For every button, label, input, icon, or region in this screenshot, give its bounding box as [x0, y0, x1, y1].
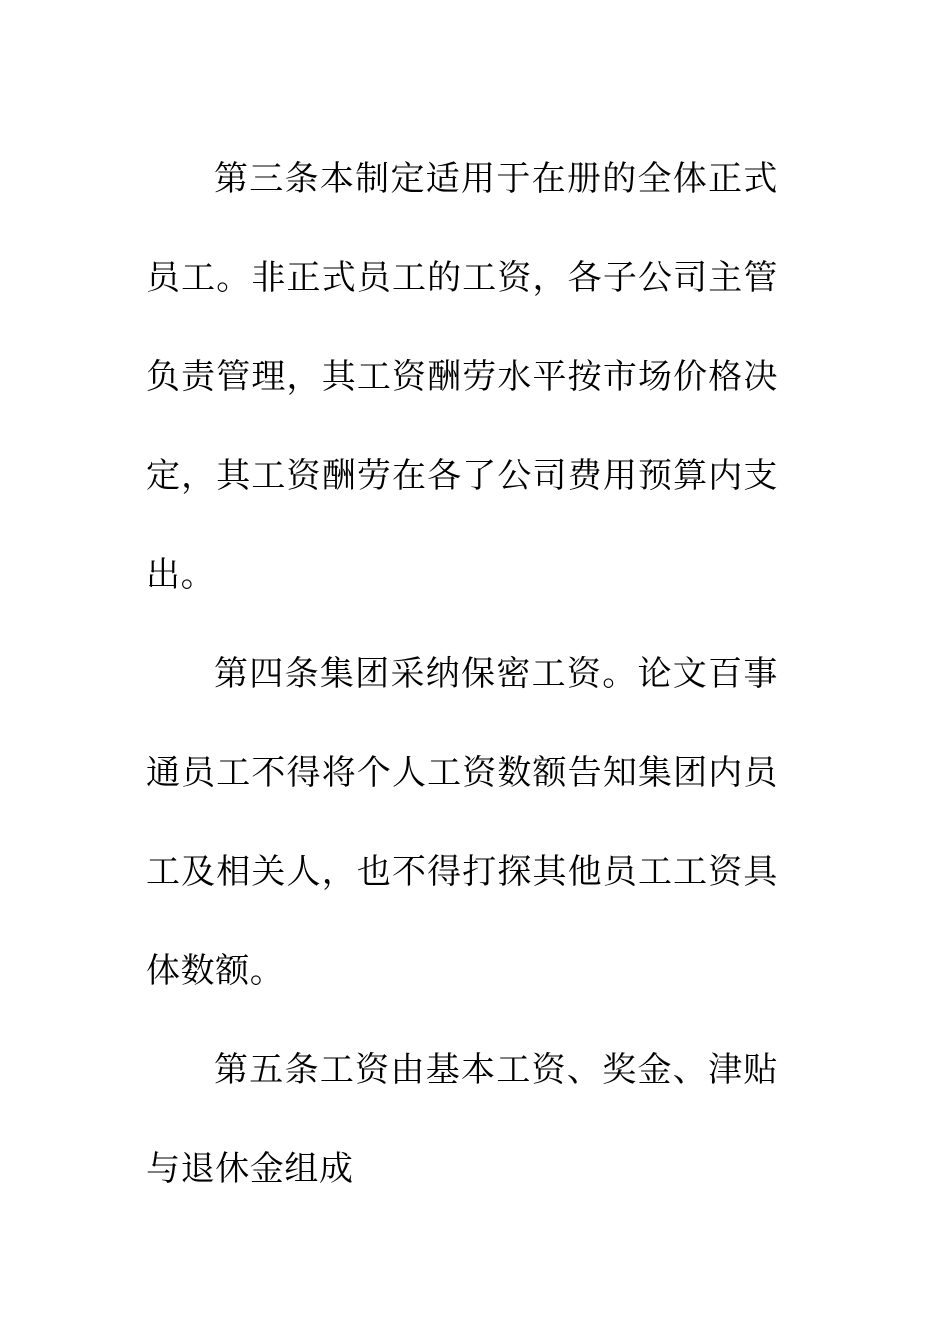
- paragraph-article-5: 第五条工资由基本工资、奖金、津贴与退休金组成: [146, 1050, 778, 1189]
- document-body: [146, 130, 778, 1219]
- paragraph-article-3: 第三条本制定适用于在册的全体正式员工。非正式员工的工资，各子公司主管负责管理，其工资酬劳水平按市场价格决定，其工资酬劳在各了公司费用预算内支出。: [146, 159, 778, 595]
- paragraph-article-4: 第四条集团采纳保密工资。论文百事通员工不得将个人工资数额告知集团内员工及相关人，也不得打探其他员工工资具体数额。: [146, 654, 778, 991]
